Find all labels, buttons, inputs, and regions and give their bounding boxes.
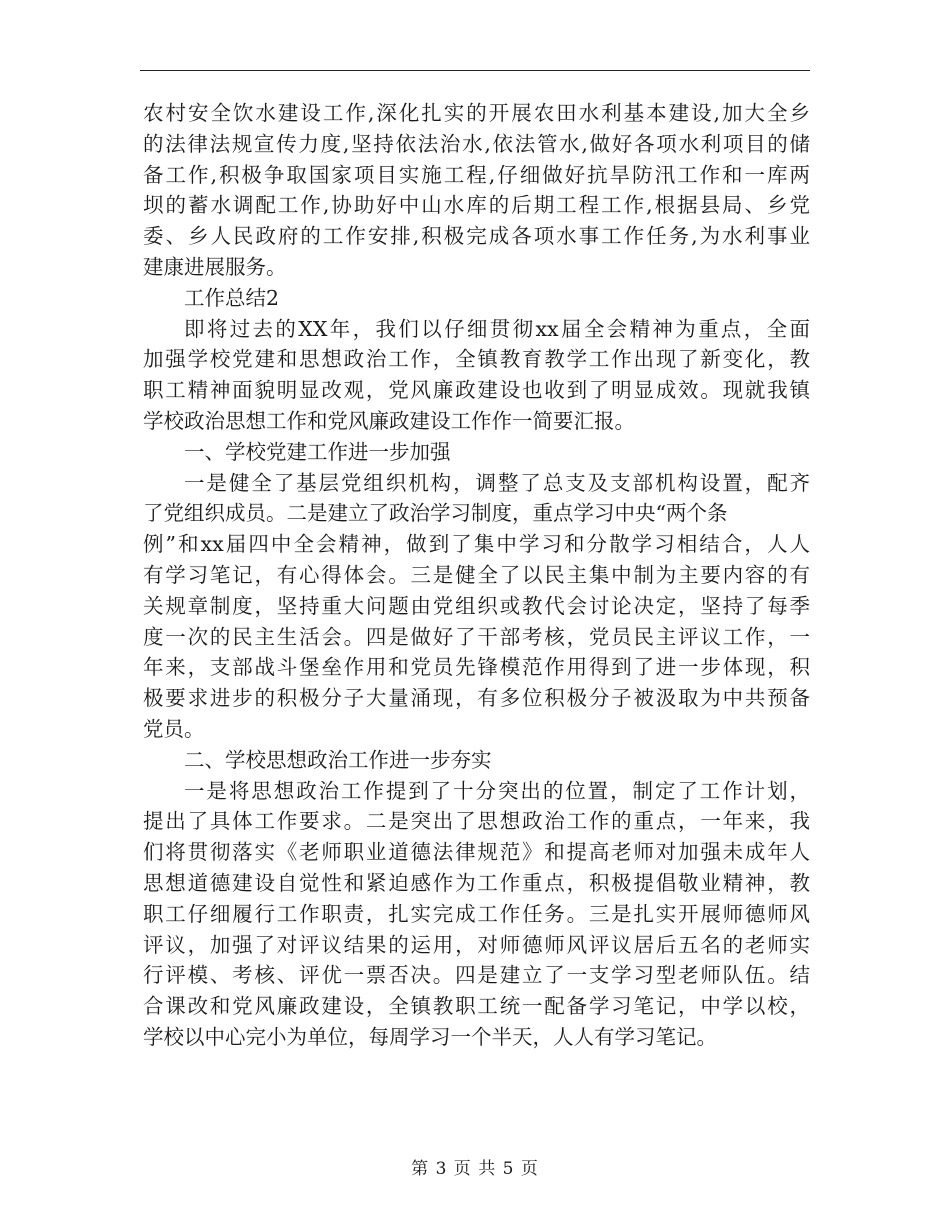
text-line: 的法律法规宣传力度,坚持依法治水,依法管水,做好各项水利项目的储 <box>143 131 810 156</box>
page-number-footer: 第 3 页 共 5 页 <box>411 1159 539 1179</box>
text-line: 学校政治思想工作和党风廉政建设工作作一简要汇报。 <box>143 408 635 433</box>
text-line: 思想道德建设自觉性和紧迫感作为工作重点，积极提倡敬业精神，教 <box>143 870 810 895</box>
text-line: 备工作,积极争取国家项目实施工程,仔细做好抗旱防汛工作和一库两 <box>143 162 810 187</box>
text-line: 党员。 <box>143 716 205 741</box>
text-line: 评议，加强了对评议结果的运用，对师德师风评议居后五名的老师实 <box>143 932 810 957</box>
document-body <box>143 98 810 1053</box>
text-line: 有学习笔记，有心得体会。三是健全了以民主集中制为主要内容的有 <box>143 562 810 587</box>
text-line: 一是将思想政治工作提到了十分突出的位置，制定了工作计划， <box>184 778 810 803</box>
text-line: 坝的蓄水调配工作,协助好中山水库的后期工程工作,根据县局、乡党 <box>143 193 810 218</box>
text-line: 度一次的民主生活会。四是做好了干部考核，党员民主评议工作，一 <box>143 624 810 649</box>
text-line: 提出了具体工作要求。二是突出了思想政治工作的重点，一年来，我 <box>143 809 810 834</box>
text-line: 工作总结2 <box>184 285 280 310</box>
text-line: 合课改和党风廉政建设，全镇教职工统一配备学习笔记，中学以校， <box>143 994 810 1019</box>
text-line: 一、学校党建工作进一步加强 <box>184 439 451 464</box>
text-line: 二、学校思想政治工作进一步夯实 <box>184 747 492 772</box>
text-line: 了党组织成员。二是建立了政治学习制度，重点学习中央“两个条 <box>143 501 728 526</box>
text-line: 例”和xx届四中全会精神，做到了集中学习和分散学习相结合，人人 <box>143 532 810 557</box>
text-line: 学校以中心完小为单位，每周学习一个半天，人人有学习笔记。 <box>143 1024 717 1049</box>
text-line: 关规章制度，坚持重大问题由党组织或教代会讨论决定，坚持了每季 <box>143 593 810 618</box>
text-line: 职工仔细履行工作职责，扎实完成工作任务。三是扎实开展师德师风 <box>143 901 810 926</box>
text-line: 职工精神面貌明显改观，党风廉政建设也收到了明显成效。现就我镇 <box>143 378 810 403</box>
text-line: 们将贯彻落实《老师职业道德法律规范》和提高老师对加强未成年人 <box>143 840 810 865</box>
text-line: 一是健全了基层党组织机构，调整了总支及支部机构设置，配齐 <box>184 470 810 495</box>
text-line: 农村安全饮水建设工作,深化扎实的开展农田水利基本建设,加大全乡 <box>143 101 810 125</box>
text-line: 委、乡人民政府的工作安排,积极完成各项水事工作任务,为水利事业 <box>143 224 810 249</box>
text-line: 加强学校党建和思想政治工作，全镇教育教学工作出现了新变化，教 <box>143 347 810 372</box>
text-line: 年来，支部战斗堡垒作用和党员先锋模范作用得到了进一步体现，积 <box>143 655 810 680</box>
header-rule <box>140 70 810 71</box>
text-line: 极要求进步的积极分子大量涌现，有多位积极分子被汲取为中共预备 <box>143 686 810 711</box>
text-line: 建康进展服务。 <box>143 254 287 279</box>
text-line: 即将过去的XX年，我们以仔细贯彻xx届全会精神为重点，全面 <box>184 316 810 341</box>
text-line: 行评模、考核、评优一票否决。四是建立了一支学习型老师队伍。结 <box>143 963 810 988</box>
